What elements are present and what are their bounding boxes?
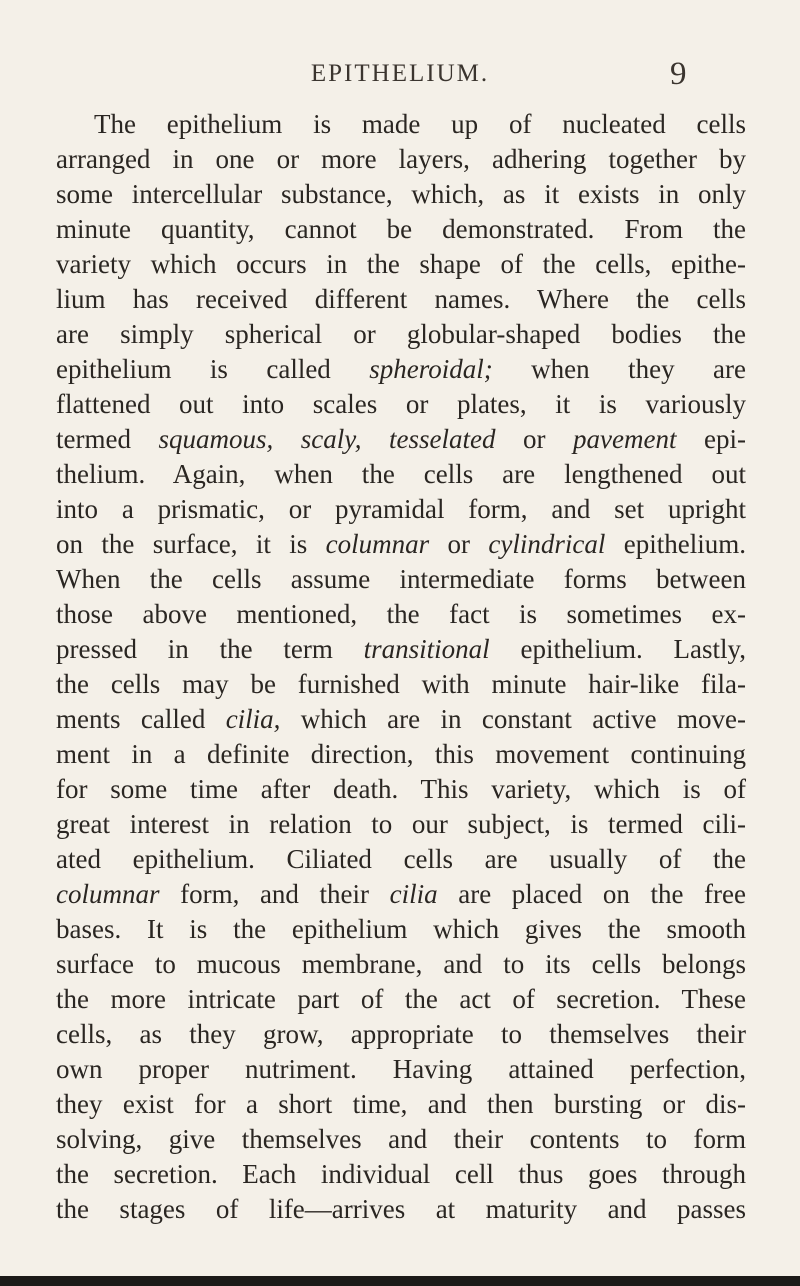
text-line [56, 457, 746, 492]
text-run: the stages of life—arrives at maturity and passes [56, 1194, 746, 1224]
text-run: pressed in the term [56, 634, 364, 664]
running-head [0, 56, 800, 96]
text-line [56, 947, 746, 982]
text-run: are placed on the free [437, 879, 746, 909]
text-line [56, 667, 746, 702]
text-run: the more intricate part of the act of secretion. These [56, 984, 746, 1014]
text-line [56, 352, 746, 387]
italic-term: pavement [573, 424, 677, 454]
text-run: ment in a definite direction, this movement continuing [56, 739, 746, 769]
italic-term: cilia, [225, 704, 281, 734]
text-run: own proper nutriment. Having attained perfection, [56, 1054, 746, 1084]
text-line [56, 807, 746, 842]
text-line [56, 632, 746, 667]
text-run: for some time after death. This variety, which is of [56, 774, 746, 804]
text-line [56, 1052, 746, 1087]
text-line [56, 597, 746, 632]
text-run: ments called [56, 704, 226, 734]
text-line [56, 247, 746, 282]
text-run: variety which occurs in the shape of the cells, epithe- [56, 249, 746, 279]
text-run: ated epithelium. Ciliated cells are usually of the [56, 844, 746, 874]
text-line [56, 142, 746, 177]
text-run: cells, as they grow, appropriate to themselves their [56, 1019, 746, 1049]
text-run: arranged in one or more layers, adhering together by [56, 144, 746, 174]
text-line [56, 772, 746, 807]
text-line [56, 317, 746, 352]
text-run: which are in constant active move- [280, 704, 746, 734]
text-line [56, 562, 746, 597]
text-line [56, 1192, 746, 1227]
text-run: epithelium is called [56, 354, 370, 384]
text-run: thelium. Again, when the cells are lengthened out [56, 459, 746, 489]
text-run: When the cells assume intermediate forms between [56, 564, 746, 594]
text-run: the cells may be furnished with minute hair-like fila- [56, 669, 746, 699]
text-line [56, 912, 746, 947]
page-number: 9 [670, 56, 687, 92]
italic-term: cilia [389, 879, 438, 909]
text-line [56, 982, 746, 1017]
text-run: those above mentioned, the fact is sometimes ex- [56, 599, 746, 629]
text-run: are simply spherical or globular-shaped bodies the [56, 319, 746, 349]
text-line [56, 212, 746, 247]
text-run: termed [56, 424, 159, 454]
text-run: minute quantity, cannot be demonstrated. From the [56, 214, 746, 244]
text-line [56, 282, 746, 317]
italic-term: squamous, scaly, tesselated [158, 424, 496, 454]
text-run: solving, give themselves and their contents to form [56, 1124, 746, 1154]
text-line [56, 1157, 746, 1192]
text-run: form, and their [159, 879, 390, 909]
text-run: or [495, 424, 574, 454]
italic-term: spheroidal; [369, 354, 493, 384]
text-run: into a prismatic, or pyramidal form, and set upright [56, 494, 746, 524]
text-line [56, 387, 746, 422]
text-run: some intercellular substance, which, as it exists in only [56, 179, 746, 209]
text-line [56, 1087, 746, 1122]
text-line [56, 1122, 746, 1157]
body-paragraph [56, 107, 746, 1227]
text-line [56, 702, 746, 737]
text-line [56, 842, 746, 877]
text-line [56, 737, 746, 772]
text-run: lium has received different names. Where the cells [56, 284, 746, 314]
text-run: bases. It is the epithelium which gives the smooth [56, 914, 746, 944]
text-run: when they are [492, 354, 746, 384]
italic-term: cylindrical [488, 529, 606, 559]
text-run: or [429, 529, 489, 559]
bottom-edge-rule [0, 1276, 800, 1286]
text-line [56, 1017, 746, 1052]
text-line [56, 877, 746, 912]
text-line [56, 177, 746, 212]
text-line [56, 107, 746, 142]
italic-term: transitional [363, 634, 490, 664]
text-run: flattened out into scales or plates, it is variously [56, 389, 746, 419]
text-run: The epithelium is made up of nucleated cells [94, 109, 746, 139]
italic-term: columnar [56, 879, 160, 909]
text-run: they exist for a short time, and then bursting or dis- [56, 1089, 746, 1119]
text-run: great interest in relation to our subject, is termed cili- [56, 809, 746, 839]
text-run: epithelium. Lastly, [489, 634, 746, 664]
text-line [56, 492, 746, 527]
running-title: EPITHELIUM. [310, 60, 490, 87]
text-run: surface to mucous membrane, and to its cells belongs [56, 949, 746, 979]
text-line [56, 422, 746, 457]
italic-term: columnar [325, 529, 430, 559]
text-run: on the surface, it is [56, 529, 326, 559]
text-line [56, 527, 746, 562]
text-run: the secretion. Each individual cell thus goes through [56, 1159, 746, 1189]
text-run: epi- [676, 424, 746, 454]
text-run: epithelium. [605, 529, 746, 559]
